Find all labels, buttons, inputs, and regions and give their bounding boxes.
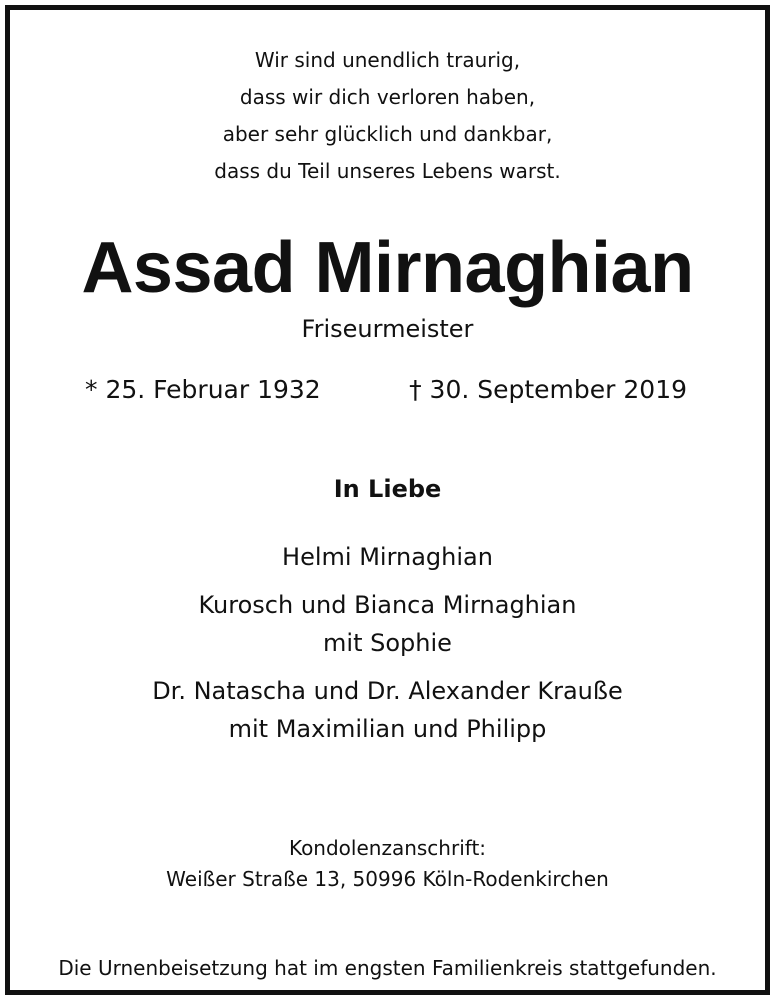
deceased-profession: Friseurmeister xyxy=(301,315,474,343)
burial-note: Die Urnenbeisetzung hat im engsten Familienkreis stattgefunden. xyxy=(58,956,717,980)
mourner-line: mit Sophie xyxy=(323,629,452,657)
mourner-group xyxy=(10,672,765,748)
mourners-list xyxy=(10,538,765,748)
mourner-group xyxy=(10,586,765,662)
mourner-line: Helmi Mirnaghian xyxy=(282,543,493,571)
poem-line: aber sehr glücklich und dankbar, xyxy=(222,122,553,146)
poem-line: Wir sind unendlich traurig, xyxy=(254,48,521,72)
condolence-address-block xyxy=(10,833,765,895)
poem-line: dass wir dich verloren haben, xyxy=(239,85,536,109)
birth-date: * 25. Februar 1932 xyxy=(85,375,321,404)
mourner-line: Kurosch und Bianca Mirnaghian xyxy=(198,591,577,619)
mourner-line: Dr. Natascha und Dr. Alexander Krauße xyxy=(152,677,623,705)
mourners-heading: In Liebe xyxy=(333,475,442,503)
condolence-address: Weißer Straße 13, 50996 Köln-Rodenkirchen xyxy=(166,867,609,891)
memorial-poem xyxy=(10,42,765,190)
death-date: † 30. September 2019 xyxy=(409,375,687,404)
poem-line: dass du Teil unseres Lebens warst. xyxy=(214,159,561,183)
mourner-line: mit Maximilian und Philipp xyxy=(228,715,547,743)
deceased-name: Assad Mirnaghian xyxy=(81,228,694,308)
condolence-label: Kondolenzanschrift: xyxy=(288,836,487,860)
obituary-frame xyxy=(5,5,770,995)
mourner-group xyxy=(10,538,765,576)
